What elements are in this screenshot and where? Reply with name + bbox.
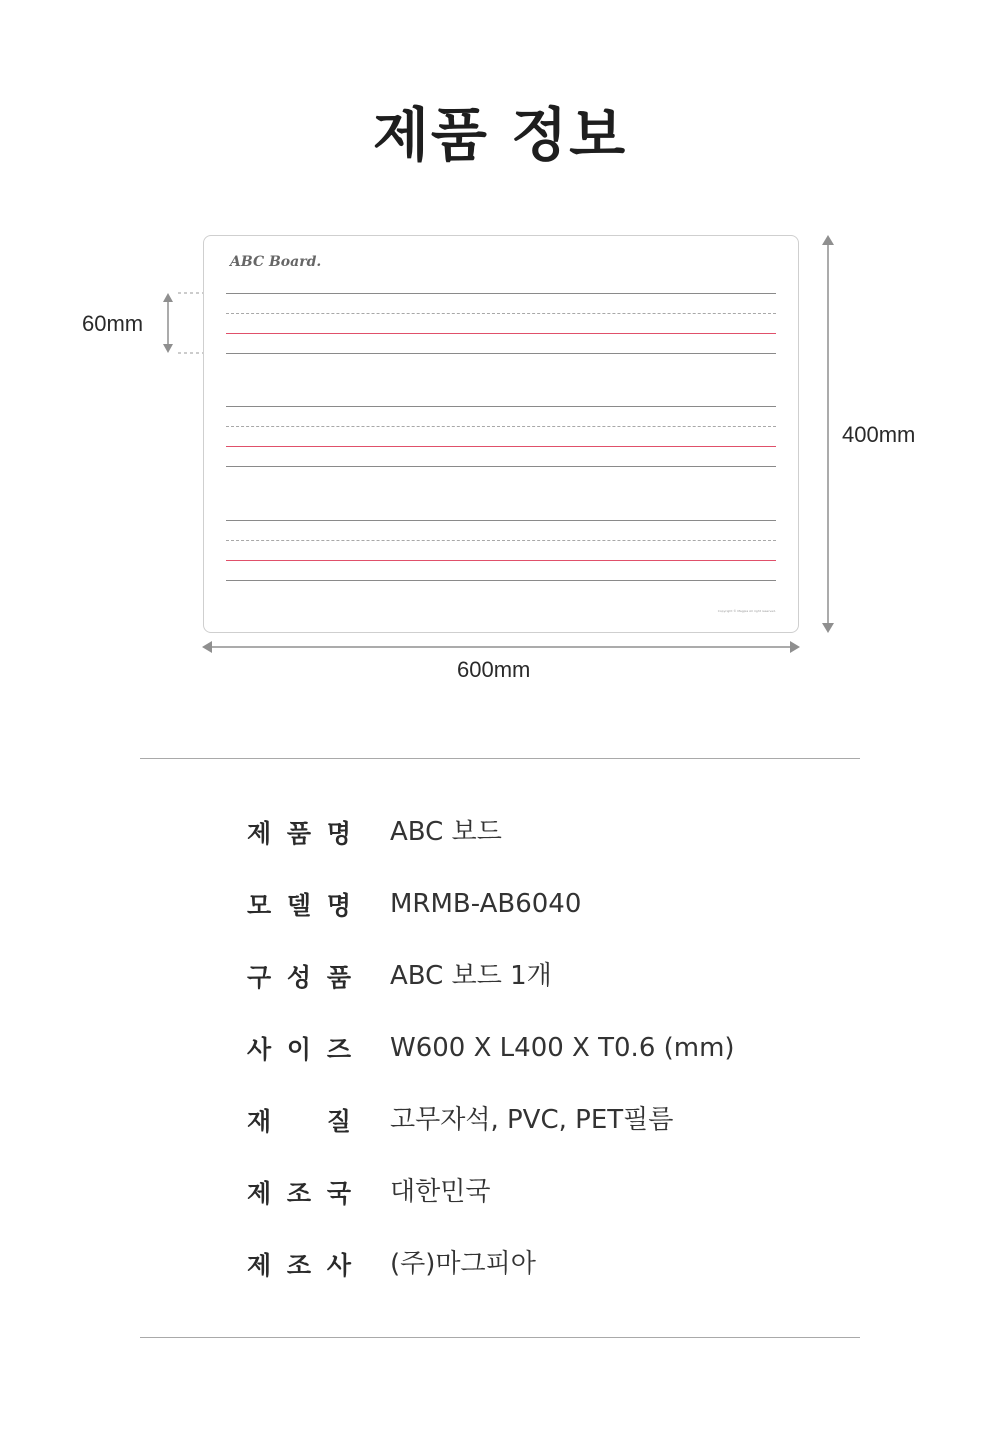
guide-line-dashed (226, 313, 776, 314)
board-copyright: Copyright © Magpia All right reserved. (717, 609, 776, 613)
spec-label: 모 델 명 (247, 891, 351, 920)
guide-line-top (226, 520, 776, 521)
spec-value: 대한민국 (390, 1177, 491, 1207)
guide-line-bottom (226, 580, 776, 581)
guide-line-red (226, 560, 776, 561)
abc-board-illustration (203, 235, 799, 633)
spec-label: 제 조 사 (247, 1251, 351, 1280)
spec-row-material (0, 1100, 1000, 1140)
spec-label: 재 질 (247, 1107, 351, 1136)
guide-line-red (226, 446, 776, 447)
spec-row-country (0, 1172, 1000, 1212)
spec-row-model (0, 884, 1000, 924)
spec-value: ABC 보드 (390, 817, 502, 847)
spec-row-components (0, 956, 1000, 996)
spec-value: ABC 보드 1개 (390, 961, 552, 991)
board-logo: ABC Board. (230, 254, 322, 270)
spec-row-manufacturer (0, 1244, 1000, 1284)
guide-line-red (226, 333, 776, 334)
spec-value: (주)마그피아 (390, 1249, 536, 1279)
guide-line-bottom (226, 353, 776, 354)
spec-value: W600 X L400 X T0.6 (mm) (390, 1033, 735, 1063)
divider-bottom (140, 1337, 860, 1338)
dimension-height: 400mm (842, 422, 916, 447)
spec-row-product-name (0, 812, 1000, 852)
spec-row-size (0, 1028, 1000, 1068)
spec-label: 제 품 명 (247, 819, 351, 848)
guide-line-top (226, 406, 776, 407)
spec-label: 제 조 국 (247, 1179, 351, 1208)
spec-value: MRMB-AB6040 (390, 889, 582, 919)
guide-line-top (226, 293, 776, 294)
spec-label: 구 성 품 (247, 963, 351, 992)
spec-value: 고무자석, PVC, PET필름 (390, 1105, 674, 1135)
guide-line-dashed (226, 540, 776, 541)
divider-top (140, 758, 860, 759)
guide-line-bottom (226, 466, 776, 467)
guide-line-dashed (226, 426, 776, 427)
page-title: 제품 정보 (372, 101, 628, 169)
spec-label: 사 이 즈 (247, 1035, 351, 1064)
dimension-width: 600mm (457, 657, 531, 682)
dimension-row-height: 60mm (82, 311, 144, 336)
